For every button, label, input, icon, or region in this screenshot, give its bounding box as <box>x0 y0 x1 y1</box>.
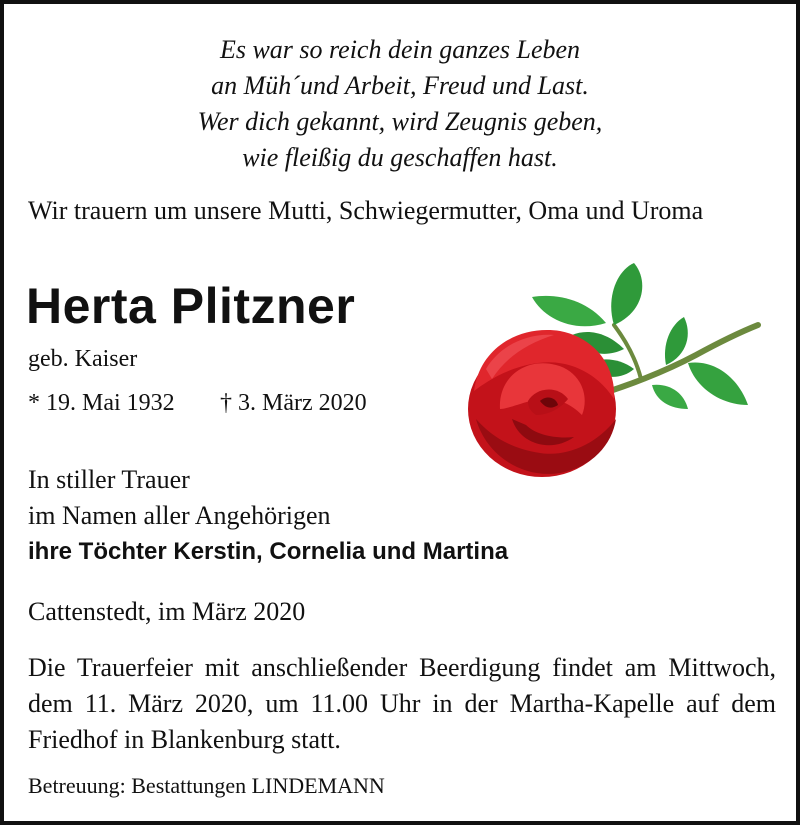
birth-date: * 19. Mai 1932 <box>28 390 175 416</box>
mourning-line: im Namen aller Angehörigen <box>28 501 331 530</box>
leaf <box>532 296 606 326</box>
funeral-details: Die Trauerfeier mit anschließender Beerdigung findet am Mittwoch, dem 11. März 2020, um 11.00 Uhr in der Martha-Kapelle auf dem Friedhof in Blankenburg statt. <box>28 653 776 754</box>
mourning-signature <box>28 462 508 570</box>
life-dates <box>28 388 367 418</box>
red-rose-image <box>456 259 766 484</box>
memorial-poem <box>4 32 796 176</box>
mourning-intro: Wir trauern um unsere Mutti, Schwiegermutter, Oma und Uroma <box>28 196 704 225</box>
rose-bloom <box>468 330 616 477</box>
poem-line: an Müh´und Arbeit, Freud und Last. <box>211 71 589 100</box>
place-date: Cattenstedt, im März 2020 <box>28 597 306 626</box>
undertaker-credit: Betreuung: Bestattungen LINDEMANN <box>28 773 385 798</box>
death-date: † 3. März 2020 <box>220 390 367 416</box>
leaf <box>652 385 688 409</box>
mourners-names: ihre Töchter Kerstin, Cornelia und Martina <box>28 538 509 565</box>
poem-line: Es war so reich dein ganzes Leben <box>219 35 581 64</box>
poem-line: Wer dich gekannt, wird Zeugnis geben, <box>197 107 603 136</box>
maiden-name: geb. Kaiser <box>28 346 138 372</box>
poem-line: wie fleißig du geschaffen hast. <box>242 143 558 172</box>
mourning-line: In stiller Trauer <box>28 465 190 494</box>
leaf <box>611 263 642 325</box>
deceased-name: Herta Plitzner <box>26 278 356 334</box>
leaf <box>688 362 748 405</box>
